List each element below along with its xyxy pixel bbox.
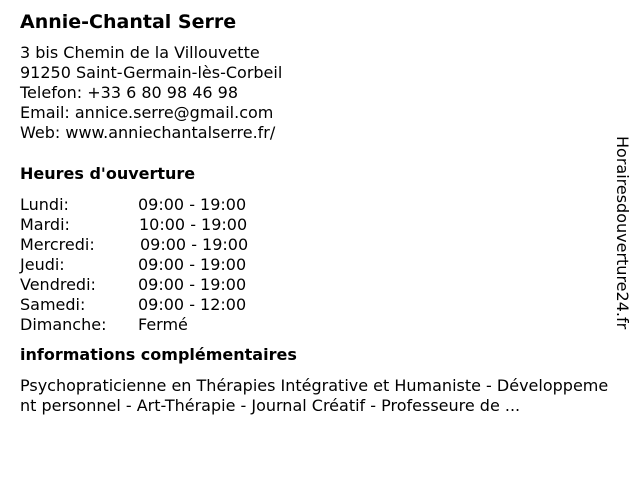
hours-row-tuesday bbox=[20, 215, 618, 235]
hours-row-sunday bbox=[20, 315, 618, 335]
day-label: Vendredi: bbox=[20, 275, 96, 294]
day-label: Jeudi: bbox=[20, 255, 65, 274]
time-value: 09:00 - 19:00 bbox=[140, 235, 249, 254]
day-label: Mardi: bbox=[20, 215, 70, 234]
time-value: 10:00 - 19:00 bbox=[139, 215, 248, 234]
opening-hours-title: Heures d'ouverture bbox=[20, 164, 196, 183]
time-value: Fermé bbox=[138, 315, 188, 334]
email-line: Email: annice.serre@gmail.com bbox=[20, 103, 274, 122]
address-line-1: 3 bis Chemin de la Villouvette bbox=[20, 43, 260, 62]
business-name: Annie-Chantal Serre bbox=[20, 11, 237, 33]
phone-line: Telefon: +33 6 80 98 46 98 bbox=[20, 83, 239, 102]
day-label: Dimanche: bbox=[20, 315, 107, 334]
day-label: Mercredi: bbox=[20, 235, 95, 254]
site-watermark: Horairesdouverture24.fr bbox=[613, 136, 632, 330]
time-value: 09:00 - 12:00 bbox=[138, 295, 247, 314]
opening-hours-table bbox=[20, 195, 618, 335]
day-label: Samedi: bbox=[20, 295, 86, 314]
business-card bbox=[20, 10, 618, 416]
hours-row-thursday bbox=[20, 255, 618, 275]
hours-row-monday bbox=[20, 195, 618, 215]
address-line-2: 91250 Saint-Germain-lès-Corbeil bbox=[20, 63, 283, 82]
time-value: 09:00 - 19:00 bbox=[138, 195, 247, 214]
time-value: 09:00 - 19:00 bbox=[138, 255, 247, 274]
additional-info-title: informations complémentaires bbox=[20, 345, 297, 364]
hours-row-saturday bbox=[20, 295, 618, 315]
website-line: Web: www.anniechantalserre.fr/ bbox=[20, 123, 276, 142]
hours-row-wednesday bbox=[20, 235, 618, 255]
day-label: Lundi: bbox=[20, 195, 69, 214]
time-value: 09:00 - 19:00 bbox=[138, 275, 247, 294]
hours-row-friday bbox=[20, 275, 618, 295]
additional-info-text: Psychopraticienne en Thérapies Intégrative et Humaniste - Développement personnel - Art-Thérapie - Journal Créatif - Professeure de ... bbox=[20, 376, 609, 415]
